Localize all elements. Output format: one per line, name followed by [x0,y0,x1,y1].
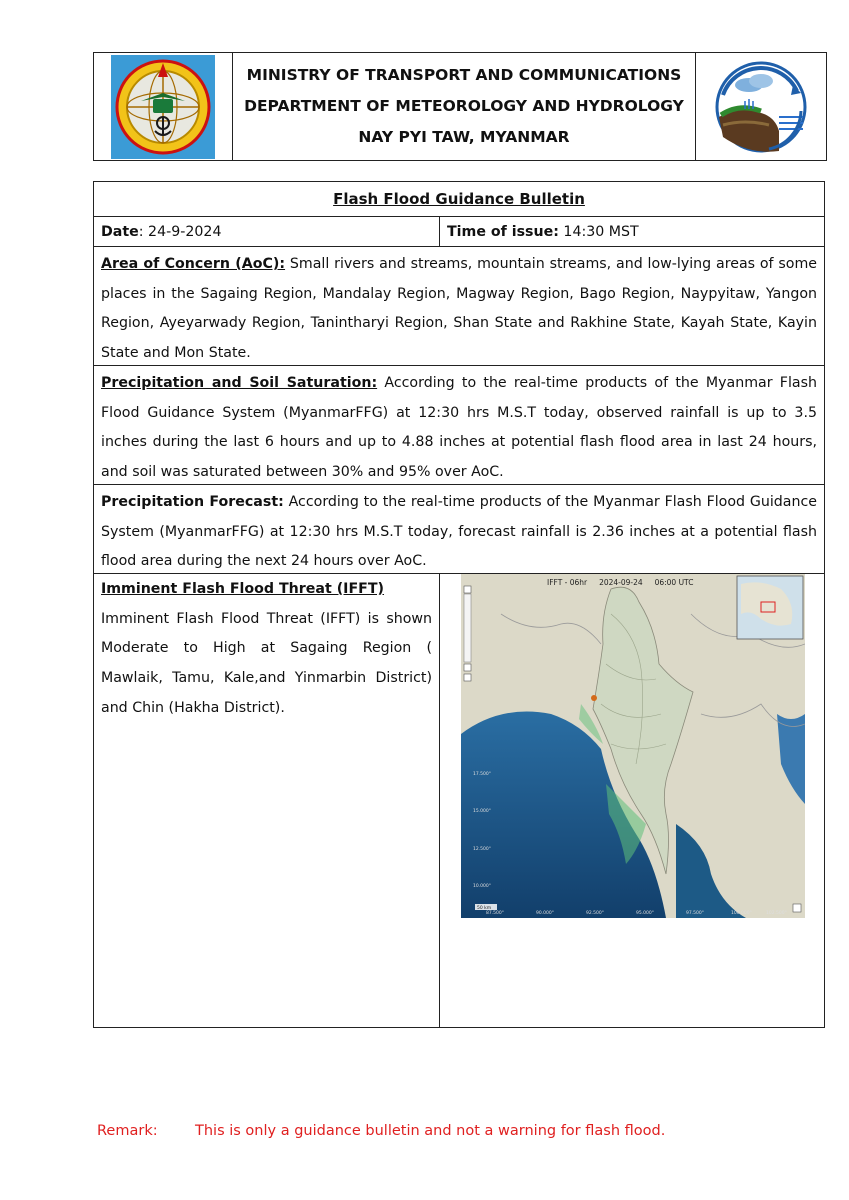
ministry-emblem-icon [111,55,215,159]
lon-label: 102.500° [766,911,787,916]
lon-label: 90.000° [536,911,554,916]
lat-label: 15.000° [473,809,491,814]
pfc-text: According to the real-time products of the Myanmar Flash Flood Guidance System (MyanmarFFG) at 12:30 hrs M.S.T today, forecast rainfall is 2.36 inches at a potential flash flood area during the next 24 hours over AoC. [101,494,818,570]
ifft-heading: Imminent Flash Flood Threat (IFFT) [101,581,385,597]
lon-label: 87.500° [486,911,504,916]
ifft-row [94,574,824,1027]
remark-text: This is only a guidance bulletin and not a warning for flash flood. [195,1123,666,1139]
lon-label: 100.000° [731,911,752,916]
header-title [233,53,695,160]
lat-label: 12.500° [473,847,491,852]
lon-label: 97.500° [686,911,704,916]
ifft-cell [94,574,440,1027]
hydrology-cycle-icon [709,55,813,159]
bulletin-table [93,181,825,1028]
time-cell [440,217,824,246]
aoc-text: Small rivers and streams, mountain streams, and low-lying areas of some places in the Sagaing Region, Mandalay Region, Magway Region, Bago Region, Naypyitaw, Yangon Region, Ayeyarwady Region, Tanintharyi Region, Shan State and Rakhine State, Kayah State, Kayin State and Mon State. [101,256,817,362]
area-of-concern [94,247,824,366]
remark-label: Remark: [97,1123,158,1139]
lat-label: 17.500° [473,772,491,777]
aoc-label: Area of Concern (AoC): [101,256,286,272]
pfc-label: Precipitation Forecast: [101,494,284,510]
precipitation-forecast [94,485,824,574]
location: NAY PYI TAW, MYANMAR [358,128,570,146]
psat-label: Precipitation and Soil Saturation: [101,375,378,391]
ministry-logo-cell [94,53,233,160]
date-label: Date [101,223,139,240]
time-value: 14:30 MST [558,223,639,240]
ministry-name: MINISTRY OF TRANSPORT AND COMMUNICATIONS [246,66,682,84]
date-value: : 24-9-2024 [138,223,222,240]
map-caption: IFFT - 06hr 2024-09-24 06:00 UTC [547,578,694,587]
time-label: Time of issue: [447,223,559,240]
lon-label: 95.000° [636,911,654,916]
lon-label: 92.500° [586,911,604,916]
date-row [94,217,824,247]
department-name: DEPARTMENT OF METEOROLOGY AND HYDROLOGY [244,97,684,115]
ifft-map-image [461,574,805,918]
date-cell [94,217,440,246]
department-logo-cell [695,53,826,160]
remark [97,1123,665,1139]
lat-label: 10.000° [473,884,491,889]
ifft-map [461,574,805,918]
header-table [93,52,827,161]
map-scale: 50 km [477,906,492,911]
bulletin-title: Flash Flood Guidance Bulletin [94,182,824,217]
psat-text: According to the real-time products of the Myanmar Flash Flood Guidance System (MyanmarFFG) at 12:30 hrs M.S.T today, observed rainfall is up to 3.5 inches during the last 6 hours and up to 4.88 inches at potential flash flood area in last 24 hours, and soil was saturated between 30% and 95% over AoC. [101,375,817,481]
precipitation-soil-saturation [94,366,824,485]
ifft-text: Imminent Flash Flood Threat (IFFT) is shown Moderate to High at Sagaing Region ( Mawlaik, Tamu, Kale,and Yinmarbin District) and Chin (Hakha District). [101,610,432,716]
